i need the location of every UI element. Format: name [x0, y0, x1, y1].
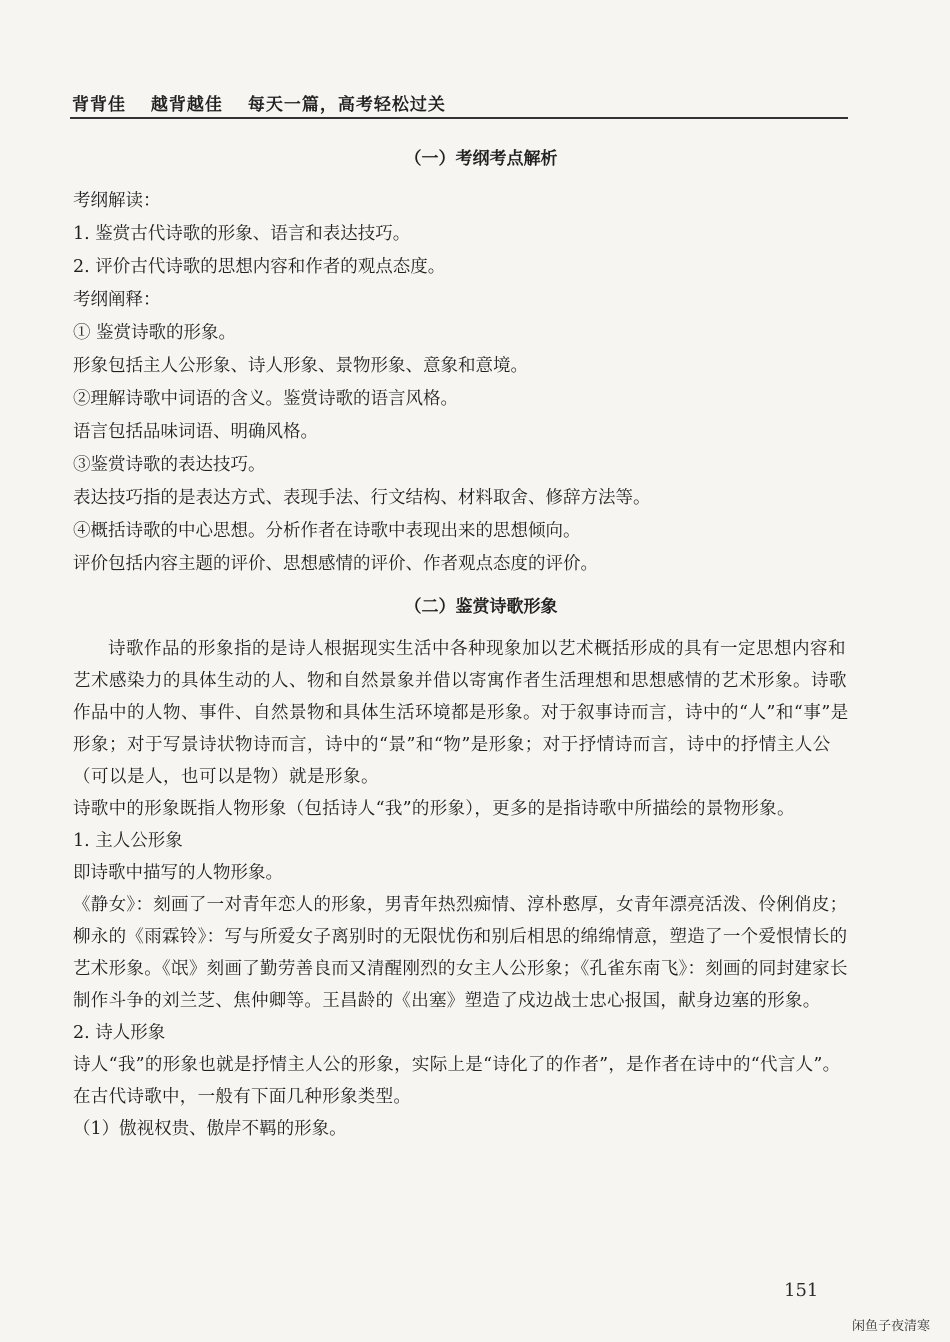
s1-line: ②理解诗歌中词语的含义。鉴赏诗歌的语言风格。	[73, 389, 458, 409]
item-2-definition: 诗人“我”的形象也就是抒情主人公的形象，实际上是“诗化了的作者”，是作者在诗中的“代言人”。在古代诗歌中，一般有下面几种形象类型。	[73, 1055, 841, 1107]
header-part-2: 越背越佳	[150, 95, 223, 115]
s1-line: ④概括诗歌的中心思想。分析作者在诗歌中表现出来的思想倾向。	[73, 521, 581, 541]
item-2-title: 2. 诗人形象	[73, 1023, 166, 1043]
page-content	[73, 143, 849, 1145]
section-2-intro: 诗歌作品的形象指的是诗人根据现实生活中各种现象加以艺术概括形成的具有一定思想内容和艺术感染力的具体生动的人、物和自然景象并借以寄寓作者生活理想和思想感情的艺术形象。诗歌作品中的人物、事件、自然景物和具体生活环境都是形象。对于叙事诗而言，诗中的“人”和“事”是形象；对于写景诗状物诗而言，诗中的“景”和“物”是形象；对于抒情诗而言，诗中的抒情主人公（可以是人，也可以是物）就是形象。	[73, 639, 849, 787]
item-1-example-2: 柳永的《雨霖铃》：写与所爱女子离别时的无限忧伤和别后相思的绵绵情意，塑造了一个爱恨情长的艺术形象。《氓》刻画了勤劳善良而又清醒刚烈的女主人公形象；《孔雀东南飞》：刻画的同封建家长制作斗争的刘兰芝、焦仲卿等。王昌龄的《出塞》塑造了戍边战士忠心报国，献身边塞的形象。	[73, 927, 848, 1011]
page-number: 151	[784, 1280, 819, 1301]
s1-line: 形象包括主人公形象、诗人形象、景物形象、意象和意境。	[73, 356, 528, 376]
watermark: 闲鱼子夜清寒	[852, 1319, 931, 1334]
s1-line: 2. 评价古代诗歌的思想内容和作者的观点态度。	[73, 257, 446, 277]
s1-line: 评价包括内容主题的评价、思想感情的评价、作者观点态度的评价。	[73, 554, 598, 574]
item-1-example-1: 《静女》：刻画了一对青年恋人的形象，男青年热烈痴情、淳朴憨厚，女青年漂亮活泼、伶俐俏皮；	[73, 895, 848, 915]
item-1-title: 1. 主人公形象	[73, 831, 183, 851]
s1-line: 语言包括品味词语、明确风格。	[73, 422, 318, 442]
header-part-3: 每天一篇，高考轻松过关	[247, 95, 446, 115]
item-1-definition: 即诗歌中描写的人物形象。	[73, 863, 283, 883]
s1-line: 考纲阐释：	[73, 290, 161, 310]
running-header	[72, 90, 464, 115]
s1-line: 表达技巧指的是表达方式、表现手法、行文结构、材料取舍、修辞方法等。	[73, 488, 651, 508]
section-2-summary: 诗歌中的形象既指人物形象（包括诗人“我”的形象），更多的是指诗歌中所描绘的景物形象。	[73, 799, 795, 819]
header-part-1: 背背佳	[72, 95, 126, 115]
s1-line: ③鉴赏诗歌的表达技巧。	[73, 455, 266, 475]
s1-line: ① 鉴赏诗歌的形象。	[73, 323, 237, 343]
item-2-sub-1: （1）傲视权贵、傲岸不羁的形象。	[73, 1119, 347, 1139]
s1-line: 考纲解读：	[73, 191, 161, 211]
header-divider	[70, 117, 848, 119]
section-2-title: （二）鉴赏诗歌形象	[404, 597, 558, 617]
s1-line: 1. 鉴赏古代诗歌的形象、语言和表达技巧。	[73, 224, 411, 244]
section-1-title: （一）考纲考点解析	[404, 149, 558, 169]
section-1-body	[73, 185, 849, 581]
